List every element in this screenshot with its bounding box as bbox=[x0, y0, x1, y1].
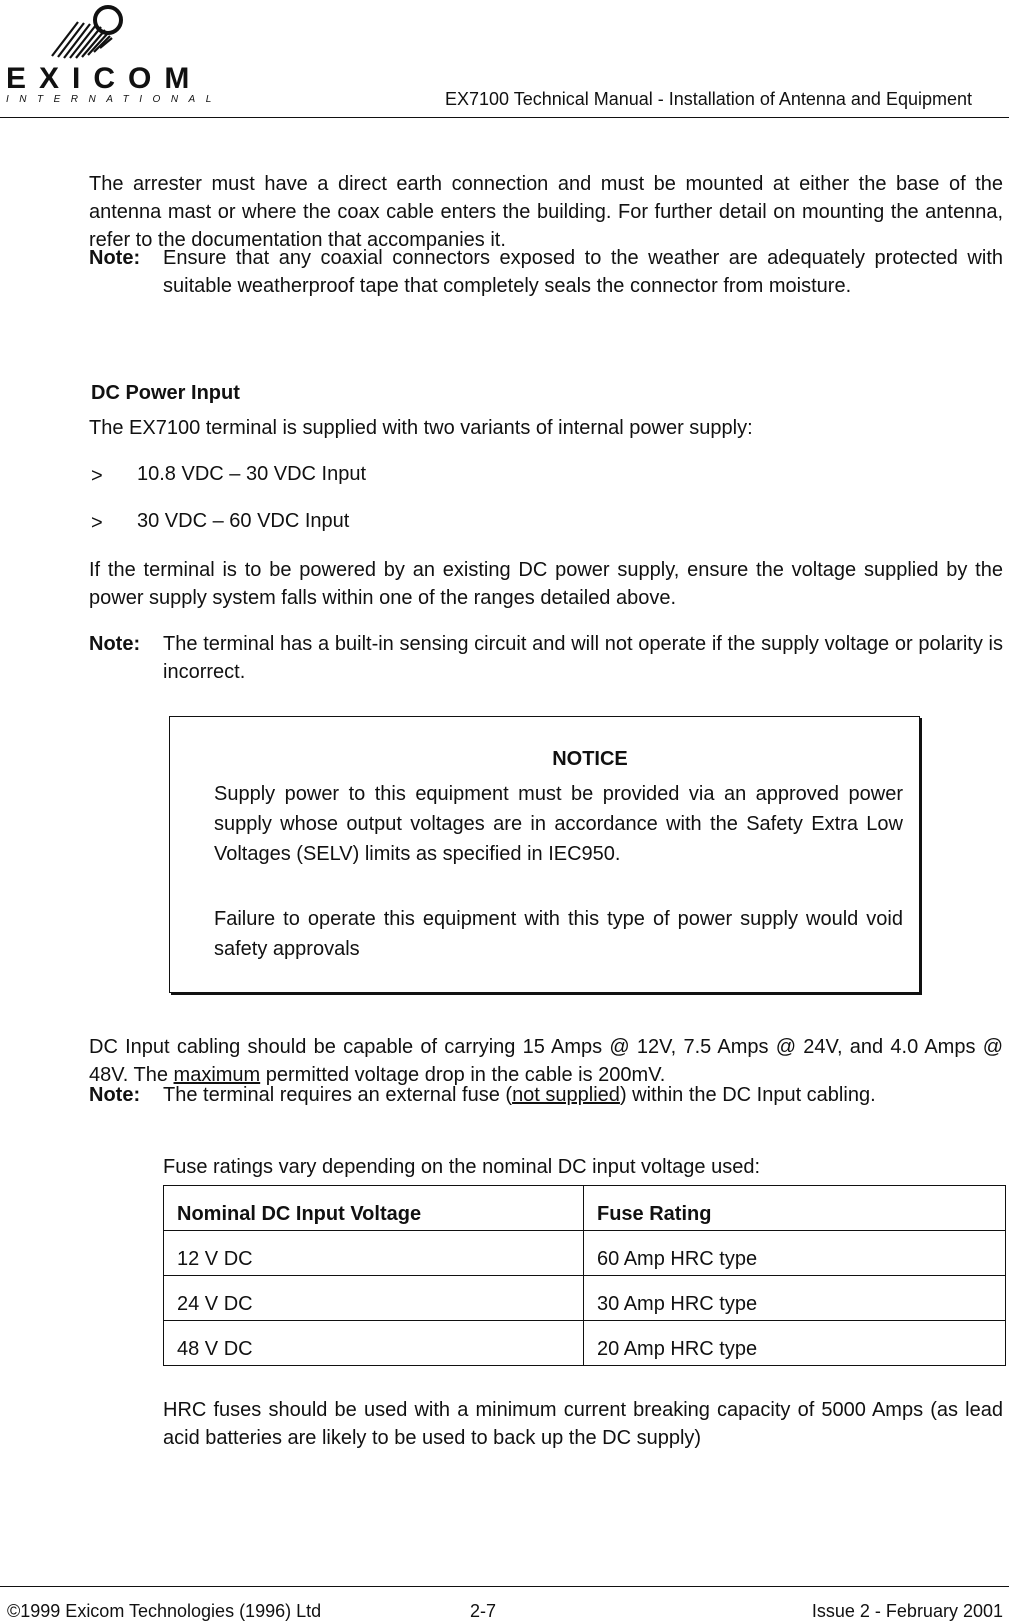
sensing-circuit-note: The terminal has a built-in sensing circuit and will not operate if the supply voltage or polarity is incorrect. bbox=[163, 633, 1003, 683]
footer-page-number: 2-7 bbox=[470, 1601, 497, 1621]
cabling-text: DC Input cabling should be capable of carrying 15 Amps @ 12V, 7.5 Amps @ 24V, and 4.0 Amps @ 48V. The bbox=[89, 1036, 1003, 1086]
note-label: Note: bbox=[89, 633, 141, 655]
cabling-text: permitted voltage drop in the cable is 200mV. bbox=[260, 1064, 666, 1086]
table-row bbox=[164, 1276, 1006, 1321]
list-item: 30 VDC – 60 VDC Input bbox=[137, 510, 350, 532]
table-cell: 12 V DC bbox=[164, 1231, 584, 1276]
cabling-emphasis: maximum bbox=[173, 1064, 261, 1086]
table-cell: 30 Amp HRC type bbox=[584, 1276, 1006, 1321]
header-title: EX7100 Technical Manual - Installation of Antenna and Equipment bbox=[444, 89, 972, 109]
dc-power-intro: The EX7100 terminal is supplied with two variants of internal power supply: bbox=[89, 417, 753, 439]
fuse-intro: Fuse ratings vary depending on the nominal DC input voltage used: bbox=[163, 1156, 761, 1178]
table-cell: 48 V DC bbox=[164, 1321, 584, 1366]
logo-wordmark: EXICOM bbox=[6, 62, 203, 95]
fuse-note-text: ) within the DC Input cabling. bbox=[619, 1084, 876, 1106]
notice-approval-text: Failure to operate this equipment with this type of power supply would void safety approvals bbox=[214, 908, 903, 960]
table-cell: 24 V DC bbox=[164, 1276, 584, 1321]
arrester-paragraph: The arrester must have a direct earth connection and must be mounted at either the base of the antenna mast or where the coax cable enters the building. For further detail on mounting the antenna, refer to the documentation that accompanies it. bbox=[89, 173, 1003, 251]
footer-copyright: ©1999 Exicom Technologies (1996) Ltd bbox=[7, 1601, 322, 1621]
footer-issue: Issue 2 - February 2001 bbox=[811, 1601, 1003, 1621]
header-rule bbox=[0, 117, 1009, 118]
table-cell: 20 Amp HRC type bbox=[584, 1321, 1006, 1366]
bullet-mark: > bbox=[91, 512, 103, 534]
hrc-paragraph: HRC fuses should be used with a minimum current breaking capacity of 5000 Amps (as lead acid batteries are likely to be used to back up the DC supply) bbox=[163, 1399, 1003, 1449]
notice-selv-text: Supply power to this equipment must be provided via an approved power supply whose output voltages are in accordance with the Safety Extra Low Voltages (SELV) limits as specified in IEC950. bbox=[214, 783, 903, 865]
footer-rule bbox=[0, 1586, 1009, 1587]
column-header: Nominal DC Input Voltage bbox=[164, 1186, 584, 1231]
fuse-note bbox=[163, 1081, 1003, 1109]
voltage-range-paragraph: If the terminal is to be powered by an existing DC power supply, ensure the voltage supplied by the power supply system falls within one of the ranges detailed above. bbox=[89, 559, 1003, 609]
fuse-note-emphasis: not supplied bbox=[512, 1084, 620, 1106]
table-row bbox=[164, 1231, 1006, 1276]
table-cell: 60 Amp HRC type bbox=[584, 1231, 1006, 1276]
note-label: Note: bbox=[89, 247, 141, 269]
bullet-mark: > bbox=[91, 465, 103, 487]
fuse-note-text: The terminal requires an external fuse ( bbox=[163, 1084, 513, 1106]
note-label: Note: bbox=[89, 1084, 141, 1106]
section-heading-dc-power: DC Power Input bbox=[91, 382, 240, 404]
logo-subtext: INTERNATIONAL bbox=[6, 94, 222, 105]
list-item: 10.8 VDC – 30 VDC Input bbox=[137, 463, 367, 485]
column-header: Fuse Rating bbox=[584, 1186, 1006, 1231]
table-header-row bbox=[164, 1186, 1006, 1231]
exicom-globe-icon bbox=[6, 0, 166, 70]
fuse-rating-table bbox=[163, 1185, 1006, 1366]
weatherproof-note: Ensure that any coaxial connectors exposed to the weather are adequately protected with suitable weatherproof tape that completely seals the connector from moisture. bbox=[163, 247, 1003, 297]
notice-title: NOTICE bbox=[552, 748, 628, 770]
table-row bbox=[164, 1321, 1006, 1366]
